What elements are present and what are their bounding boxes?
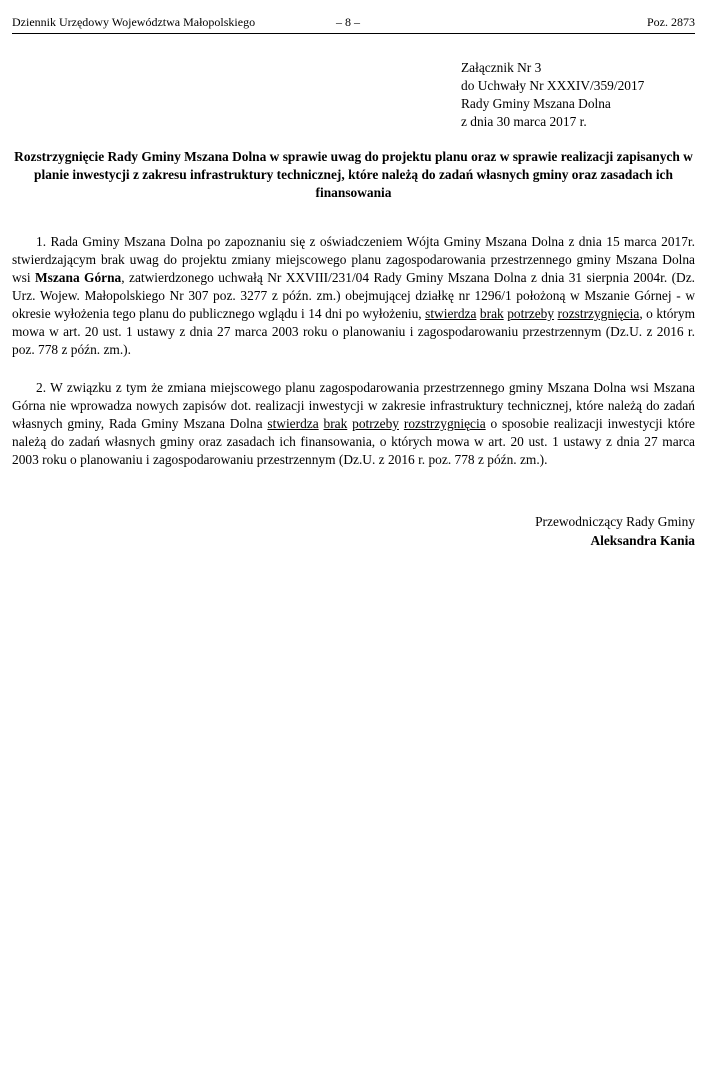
- position-number: Poz. 2873: [647, 15, 695, 29]
- paragraph-2: [12, 379, 695, 469]
- annex-block: [461, 59, 644, 131]
- paragraph-1-underlined-potrzeby: potrzeby: [507, 306, 555, 321]
- paragraph-1-text-a: 1. Rada Gminy Mszana Dolna po zapoznaniu się z oświadczeniem Wójta Gminy Mszana Dolna z dnia 15 marca 2017r. stwierdzającym brak uwag do projektu zmiany miejscowego planu zagospodarowania przestrzennego gminy Mszana Dolna wsi: [12, 234, 695, 285]
- paragraph-1: [12, 233, 695, 359]
- paragraph-1-village: Mszana Górna: [35, 270, 122, 285]
- signature-role: Przewodniczący Rady Gminy: [535, 514, 695, 529]
- signature-block: [535, 512, 695, 550]
- annex-number: Załącznik Nr 3: [461, 60, 542, 75]
- paragraph-1-text-c: , o którym mowa w art. 20 ust. 1 ustawy z dnia 27 marca 2003 roku o planowaniu i zagospodarowaniu przestrzennym (Dz.U. z 2016 r. poz. 778 z późn. zm.).: [12, 306, 696, 357]
- document-title: Rozstrzygnięcie Rady Gminy Mszana Dolna w sprawie uwag do projektu planu oraz w sprawie realizacji zapisanych w planie inwestycji z zakresu infrastruktury technicznej, które należą do zadań własnych gminy oraz zasadach ich finansowania: [14, 149, 693, 200]
- annex-date: z dnia 30 marca 2017 r.: [461, 114, 587, 129]
- page-number: – 8 –: [336, 15, 360, 29]
- paragraph-2-underlined-brak: brak: [323, 416, 348, 431]
- paragraph-2-underlined-rozstrzygniecia: rozstrzygnięcia: [403, 416, 486, 431]
- annex-resolution: do Uchwały Nr XXXIV/359/2017: [461, 78, 645, 93]
- journal-name: Dziennik Urzędowy Województwa Małopolskiego: [12, 15, 256, 29]
- paragraph-1-underlined-brak: brak: [479, 306, 504, 321]
- paragraph-1-underlined-rozstrzygniecia: rozstrzygnięcia: [557, 306, 640, 321]
- paragraph-2-underlined-stwierdza: stwierdza: [267, 416, 319, 431]
- annex-council: Rady Gminy Mszana Dolna: [461, 96, 611, 111]
- paragraph-2-underlined-potrzeby: potrzeby: [352, 416, 400, 431]
- page-header: [12, 13, 695, 34]
- paragraph-1-underlined-stwierdza: stwierdza: [425, 306, 477, 321]
- signature-name: Aleksandra Kania: [590, 533, 695, 548]
- paragraph-1-text-b: , zatwierdzonego uchwałą Nr XXVIII/231/04 Rady Gminy Mszana Dolna z dnia 31 sierpnia 2004r. (Dz. Urz. Wojew. Małopolskiego Nr 307 poz. 3277 z późn. zm.) obejmującej działkę nr 1296/1 położoną w Mszanie Górnej - w okresie wyłożenia tego planu do publicznego wglądu i 14 dni po wyłożeniu,: [12, 270, 696, 321]
- paragraph-2-text-a: 2. W związku z tym że zmiana miejscowego planu zagospodarowania przestrzennego gminy Mszana Dolna wsi Mszana Górna nie wprowadza nowych zapisów dot. realizacji inwestycji w zakresie infrastruktury technicznej, które należą do zadań własnych gminy, Rada Gminy Mszana Dolna: [12, 380, 695, 431]
- paragraph-2-text-b: o sposobie realizacji inwestycji które należą do zadań własnych gminy oraz zasadach ich finansowania, o których mowa w art. 20 ust. 1 ustawy z dnia 27 marca 2003 roku o planowaniu i zagospodarowaniu przestrzennym (Dz.U. z 2016 r. poz. 778 z późn. zm.).: [12, 416, 695, 467]
